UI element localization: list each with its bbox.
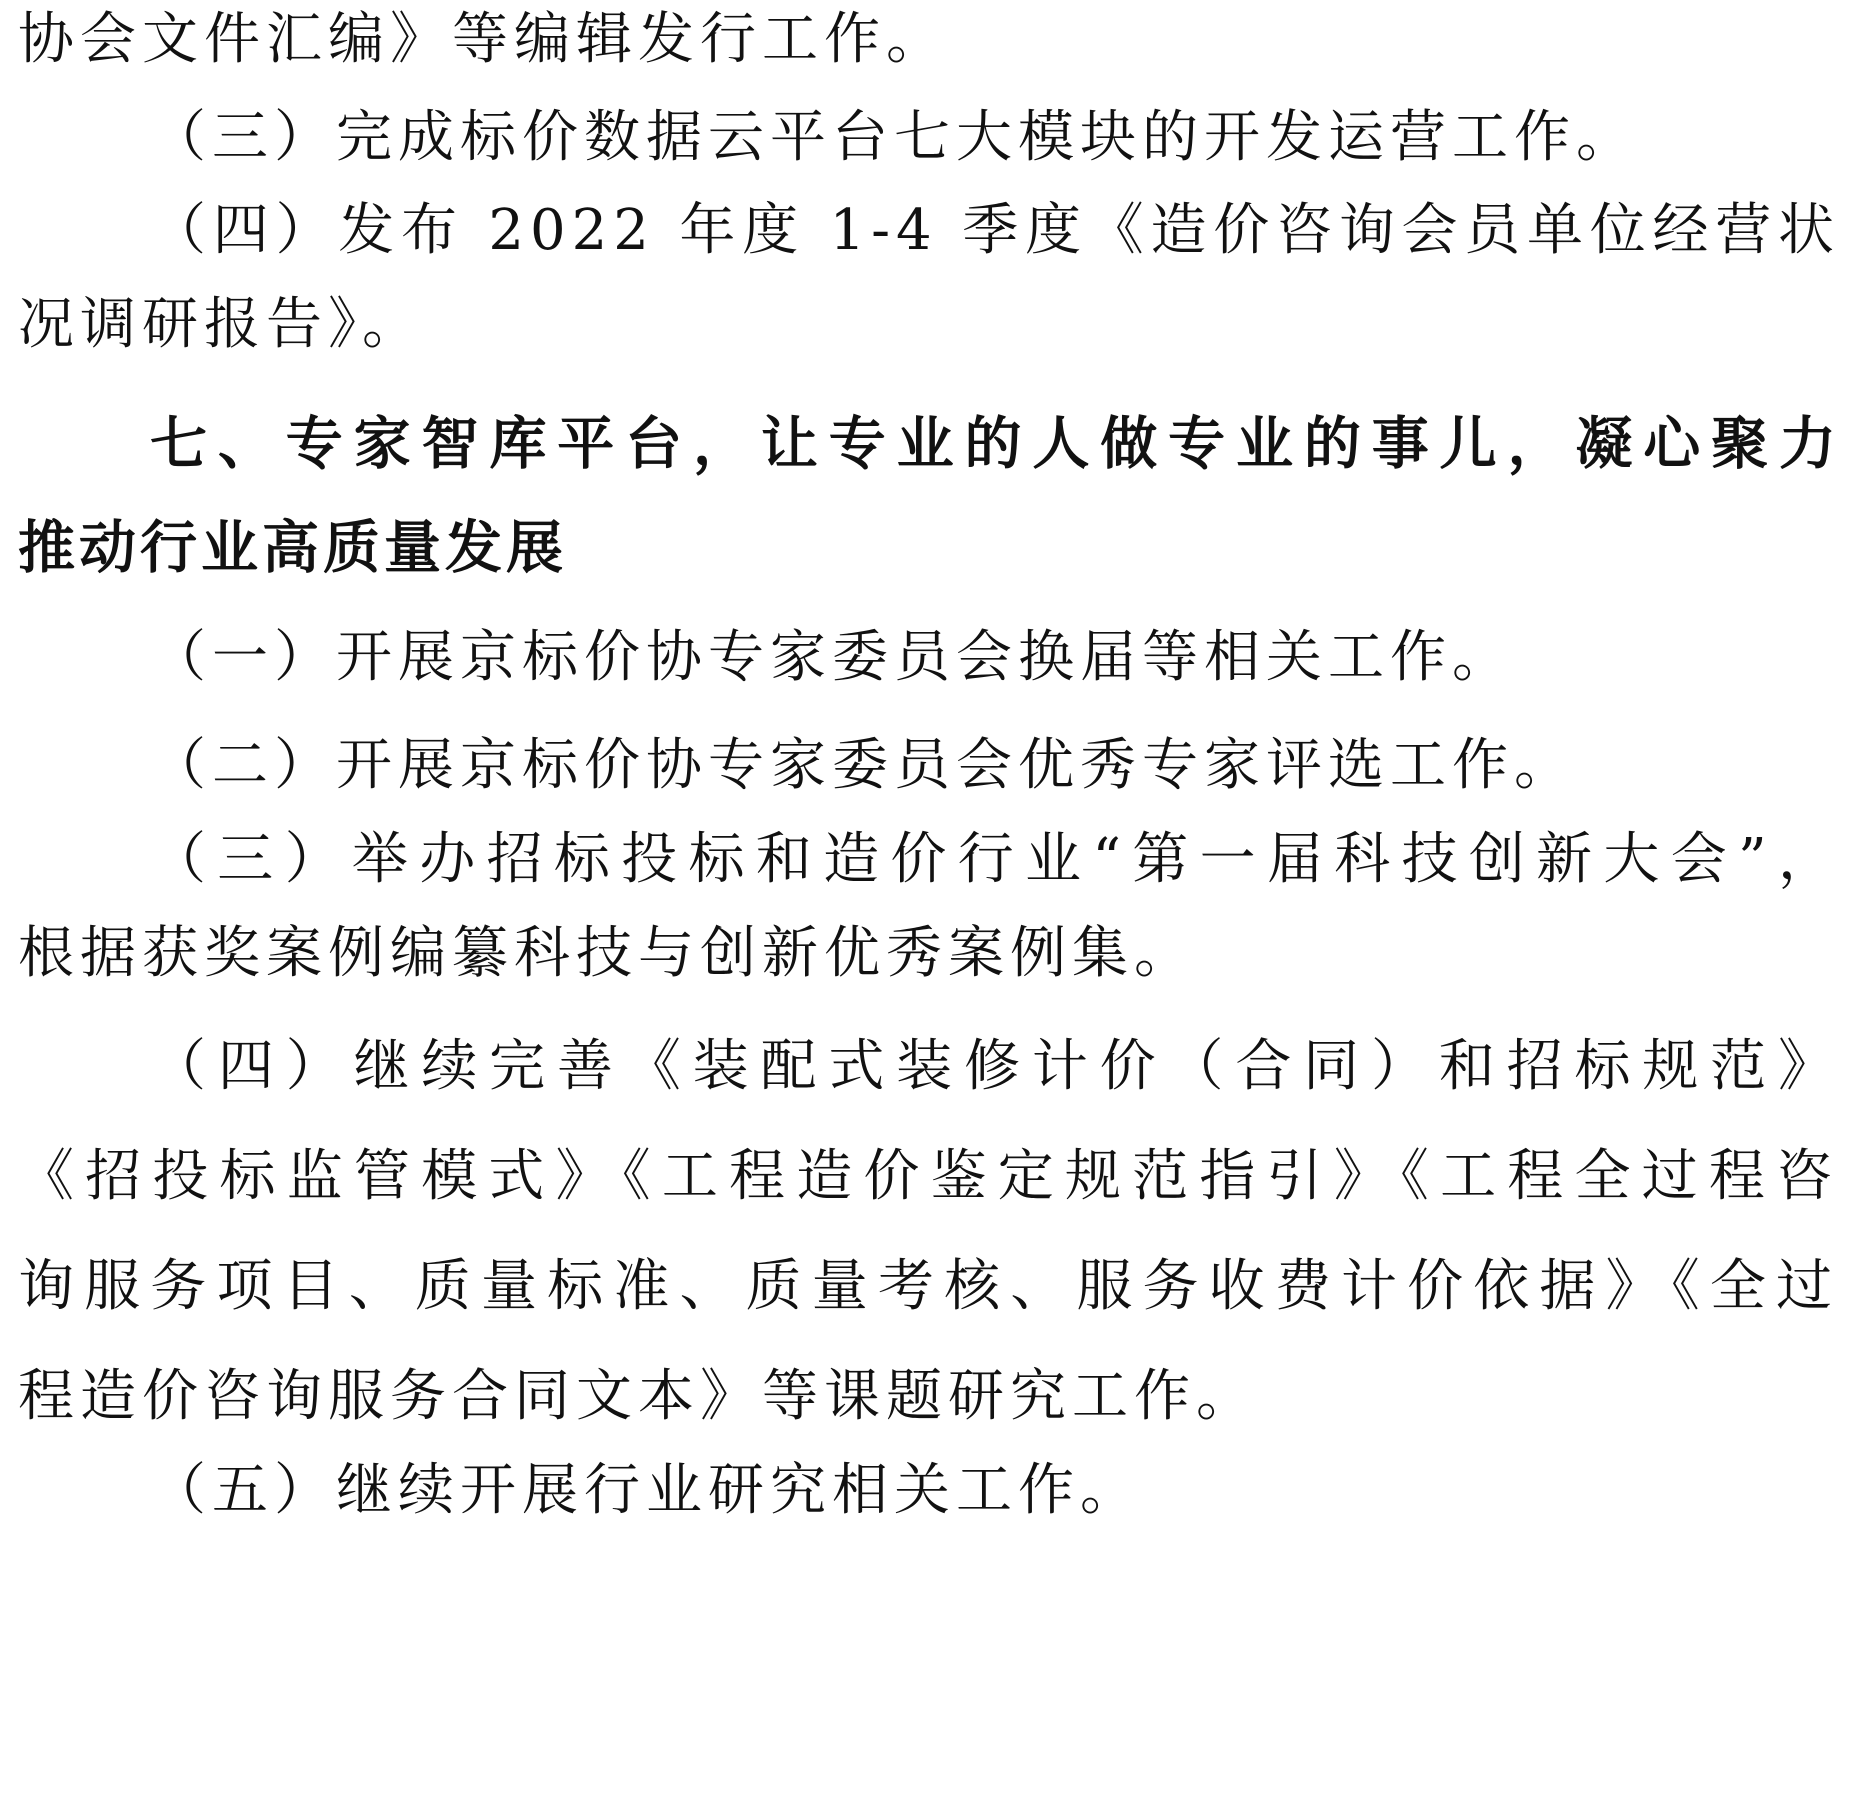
text-line: 《招投标监管模式》《工程造价鉴定规范指引》《工程全过程咨 xyxy=(18,1144,1838,1209)
text-line: （四）发布 2022 年度 1-4 季度《造价咨询会员单位经营状 xyxy=(150,198,1840,263)
text-line: 程造价咨询服务合同文本》等课题研究工作。 xyxy=(18,1364,1258,1429)
text-line: （一）开展京标价协专家委员会换届等相关工作。 xyxy=(150,625,1514,690)
section-heading: 七、专家智库平台，让专业的人做专业的事儿，凝心聚力 xyxy=(150,411,1840,477)
section-heading: 推动行业高质量发展 xyxy=(18,515,567,581)
text-line: 况调研报告》。 xyxy=(18,292,424,357)
text-line: 根据获奖案例编纂科技与创新优秀案例集。 xyxy=(18,921,1196,986)
text-line: 询服务项目、质量标准、质量考核、服务收费计价依据》《全过 xyxy=(18,1254,1838,1319)
text-line: （三）举办招标投标和造价行业“第一届科技创新大会”， xyxy=(150,827,1840,892)
text-line: （三）完成标价数据云平台七大模块的开发运营工作。 xyxy=(150,105,1638,170)
text-line: （二）开展京标价协专家委员会优秀专家评选工作。 xyxy=(150,733,1576,798)
text-line: （五）继续开展行业研究相关工作。 xyxy=(150,1458,1142,1523)
text-line: （四）继续完善《装配式装修计价（合同）和招标规范》 xyxy=(150,1034,1840,1099)
text-line: 协会文件汇编》等编辑发行工作。 xyxy=(18,7,948,72)
